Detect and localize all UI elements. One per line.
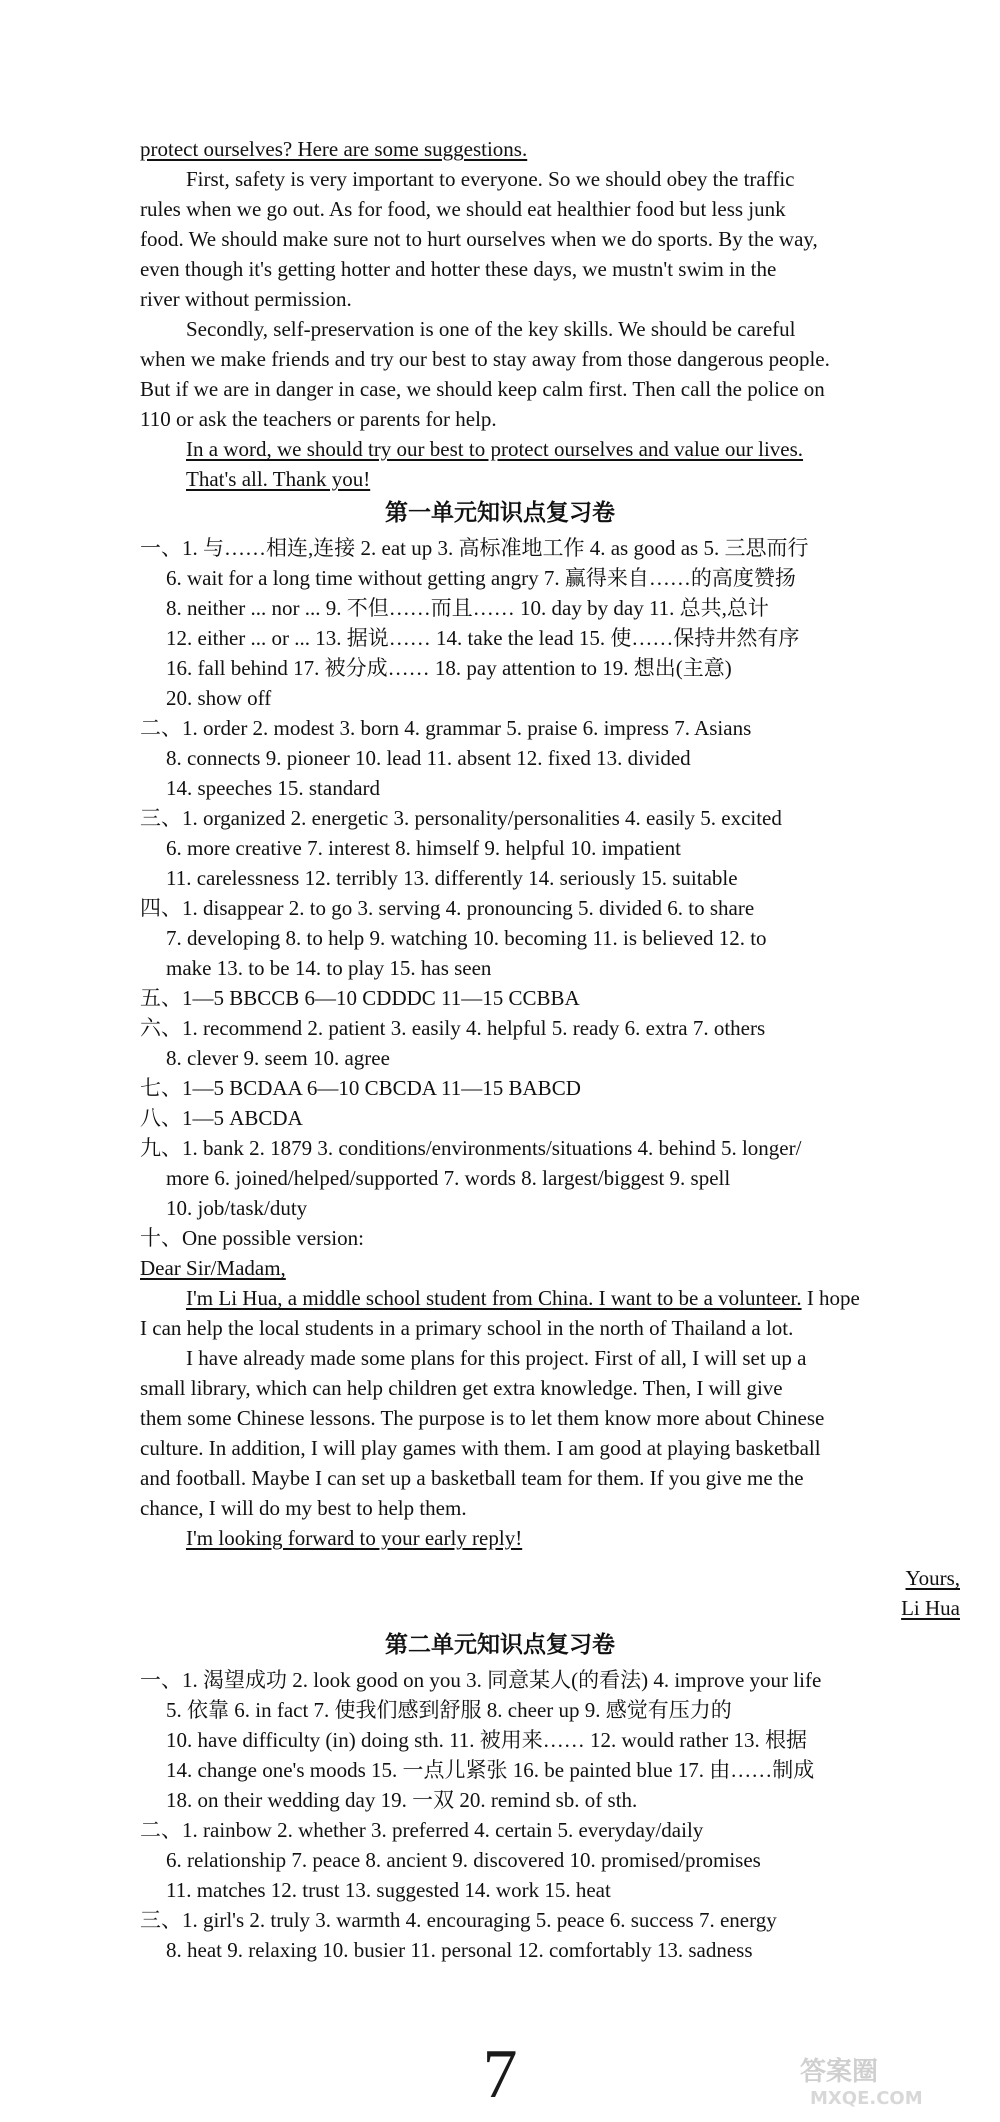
letter-line: I have already made some plans for this project. First of all, I will set up a bbox=[186, 1346, 807, 1370]
essay-line: food. We should make sure not to hurt ourselves when we do sports. By the way, bbox=[140, 227, 818, 251]
letter-line: culture. In addition, I will play games with them. I am good at playing basketball bbox=[140, 1436, 821, 1460]
answer-line: 九、1. bank 2. 1879 3. conditions/environments/situations 4. behind 5. longer/ bbox=[140, 1136, 802, 1160]
answer-line: more 6. joined/helped/supported 7. words 8. largest/biggest 9. spell bbox=[166, 1166, 731, 1190]
answer-line: make 13. to be 14. to play 15. has seen bbox=[166, 956, 492, 980]
answer-line: 8. clever 9. seem 10. agree bbox=[166, 1046, 390, 1070]
answer-line: 10. have difficulty (in) doing sth. 11. 被用来…… 12. would rather 13. 根据 bbox=[166, 1728, 808, 1752]
essay-line: But if we are in danger in case, we should keep calm first. Then call the police on bbox=[140, 377, 825, 401]
answer-line: 11. matches 12. trust 13. suggested 14. work 15. heat bbox=[166, 1878, 611, 1902]
page-number: 7 bbox=[482, 2036, 518, 2113]
essay-line: Secondly, self-preservation is one of the key skills. We should be careful bbox=[186, 317, 796, 341]
answer-line: 八、1—5 ABCDA bbox=[140, 1106, 303, 1130]
essay-line: river without permission. bbox=[140, 287, 352, 311]
answer-line: 七、1—5 BCDAA 6—10 CBCDA 11—15 BABCD bbox=[140, 1076, 581, 1100]
letter-line: I'm looking forward to your early reply! bbox=[186, 1526, 523, 1550]
answer-line: 10. job/task/duty bbox=[166, 1196, 308, 1220]
answer-line: 6. wait for a long time without getting angry 7. 赢得来自……的高度赞扬 bbox=[166, 566, 796, 590]
essay-line: protect ourselves? Here are some suggestions. bbox=[140, 137, 528, 161]
essay-line: even though it's getting hotter and hotter these days, we mustn't swim in the bbox=[140, 257, 777, 281]
answer-line: 一、1. 与……相连,连接 2. eat up 3. 高标准地工作 4. as good as 5. 三思而行 bbox=[140, 536, 809, 560]
answer-line: 8. connects 9. pioneer 10. lead 11. absent 12. fixed 13. divided bbox=[166, 746, 691, 770]
answer-line: 六、1. recommend 2. patient 3. easily 4. helpful 5. ready 6. extra 7. others bbox=[140, 1016, 766, 1040]
essay-line: First, safety is very important to everyone. So we should obey the traffic bbox=[186, 167, 795, 191]
answer-line: 二、1. rainbow 2. whether 3. preferred 4. certain 5. everyday/daily bbox=[140, 1818, 704, 1842]
letter-closing: Yours, bbox=[905, 1566, 960, 1590]
letter-line bbox=[186, 1283, 860, 1313]
essay-line: In a word, we should try our best to protect ourselves and value our lives. bbox=[186, 437, 804, 461]
answer-line: 6. more creative 7. interest 8. himself 9. helpful 10. impatient bbox=[166, 836, 681, 860]
letter-line: I can help the local students in a primary school in the north of Thailand a lot. bbox=[140, 1316, 794, 1340]
answer-line: 三、1. organized 2. energetic 3. personality/personalities 4. easily 5. excited bbox=[140, 806, 782, 830]
answer-line: 16. fall behind 17. 被分成…… 18. pay attention to 19. 想出(主意) bbox=[166, 656, 732, 680]
answer-line: 11. carelessness 12. terribly 13. differently 14. seriously 15. suitable bbox=[166, 866, 738, 890]
section-title: 第一单元知识点复习卷 bbox=[385, 500, 615, 526]
essay-line: 110 or ask the teachers or parents for help. bbox=[140, 407, 497, 431]
letter-opening: I'm Li Hua, a middle school student from China. I want to be a volunteer. bbox=[186, 1286, 802, 1310]
watermark-logo bbox=[790, 2050, 990, 2110]
answer-line: 12. either ... or ... 13. 据说…… 14. take the lead 15. 使……保持井然有序 bbox=[166, 626, 800, 650]
answer-line: 20. show off bbox=[166, 686, 272, 710]
answer-line: 18. on their wedding day 19. 一双 20. remind sb. of sth. bbox=[166, 1788, 638, 1812]
letter-line: them some Chinese lessons. The purpose is to let them know more about Chinese bbox=[140, 1406, 825, 1430]
answer-line: 14. change one's moods 15. 一点儿紧张 16. be painted blue 17. 由……制成 bbox=[166, 1758, 815, 1782]
svg-text:答案圈: 答案圈 bbox=[800, 2057, 879, 2087]
answer-line: 8. neither ... nor ... 9. 不但……而且…… 10. day by day 11. 总共,总计 bbox=[166, 596, 769, 620]
letter-line: and football. Maybe I can set up a basketball team for them. If you give me the bbox=[140, 1466, 804, 1490]
letter-signature: Li Hua bbox=[901, 1596, 960, 1620]
essay-line: That's all. Thank you! bbox=[186, 467, 371, 491]
answer-line: 6. relationship 7. peace 8. ancient 9. discovered 10. promised/promises bbox=[166, 1848, 761, 1872]
section-title: 第二单元知识点复习卷 bbox=[385, 1632, 615, 1658]
answer-line: 五、1—5 BBCCB 6—10 CDDDC 11—15 CCBBA bbox=[140, 986, 580, 1010]
answer-line: 14. speeches 15. standard bbox=[166, 776, 381, 800]
answer-line: 8. heat 9. relaxing 10. busier 11. personal 12. comfortably 13. sadness bbox=[166, 1938, 753, 1962]
answer-line: 5. 依靠 6. in fact 7. 使我们感到舒服 8. cheer up 9. 感觉有压力的 bbox=[166, 1698, 732, 1722]
essay-line: when we make friends and try our best to stay away from those dangerous people. bbox=[140, 347, 830, 371]
answer-line: 7. developing 8. to help 9. watching 10. becoming 11. is believed 12. to bbox=[166, 926, 767, 950]
answer-line: 四、1. disappear 2. to go 3. serving 4. pronouncing 5. divided 6. to share bbox=[140, 896, 755, 920]
answer-line: 三、1. girl's 2. truly 3. warmth 4. encouraging 5. peace 6. success 7. energy bbox=[140, 1908, 777, 1932]
answer-line: 二、1. order 2. modest 3. born 4. grammar 5. praise 6. impress 7. Asians bbox=[140, 716, 752, 740]
letter-line: Dear Sir/Madam, bbox=[140, 1256, 286, 1280]
answer-line: 一、1. 渴望成功 2. look good on you 3. 同意某人(的看法) 4. improve your life bbox=[140, 1668, 822, 1692]
letter-line: small library, which can help children get extra knowledge. Then, I will give bbox=[140, 1376, 783, 1400]
letter-text: I hope bbox=[801, 1286, 860, 1310]
essay-line: rules when we go out. As for food, we should eat healthier food but less junk bbox=[140, 197, 786, 221]
svg-text:MXQE.COM: MXQE.COM bbox=[810, 2088, 923, 2109]
letter-line: chance, I will do my best to help them. bbox=[140, 1496, 467, 1520]
answer-line: 十、One possible version: bbox=[140, 1226, 364, 1250]
